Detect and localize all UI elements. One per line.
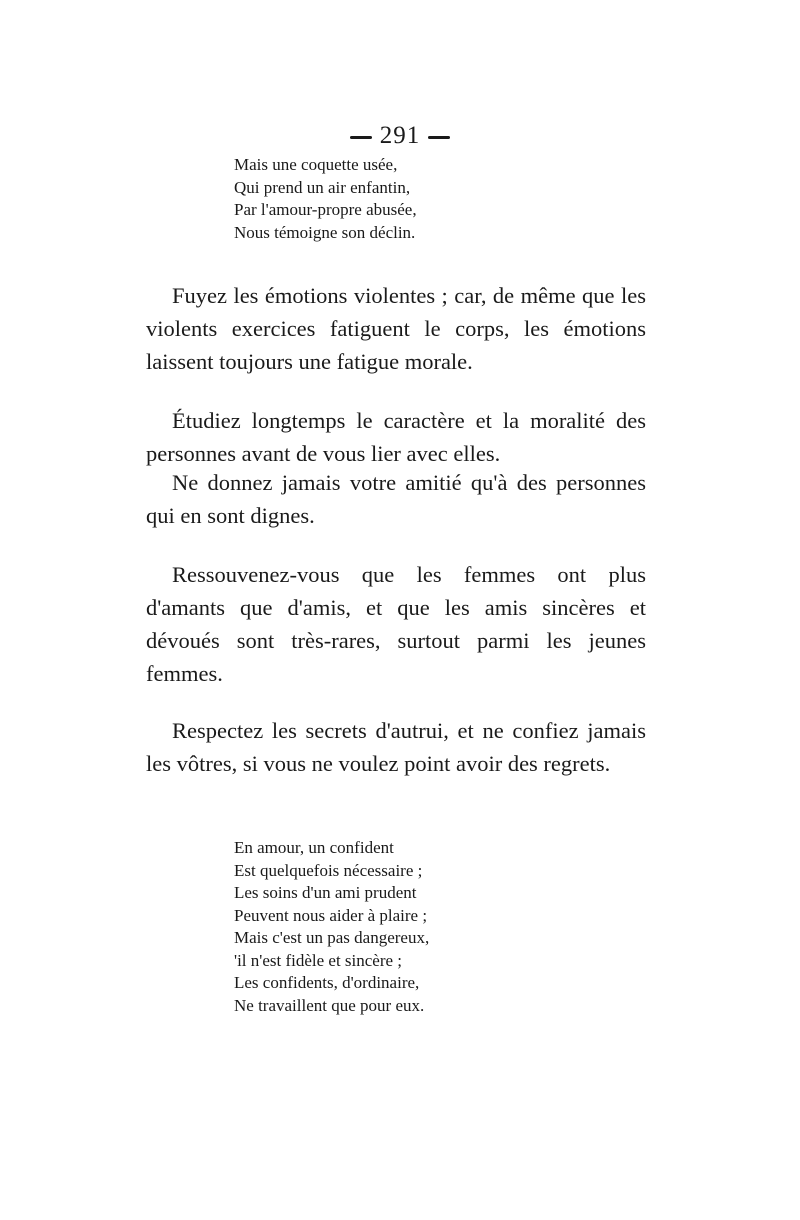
page-number-header: [0, 122, 800, 150]
paragraph-text: Ressouvenez-vous que les femmes ont plus d'amants que d'amis, et que les amis sincères et dévoués sont très-rares, surtout parmi les jeunes femmes.: [146, 562, 646, 686]
paragraph-text: Étudiez longtemps le caractère et la moralité des personnes avant de vous lier avec elles.: [146, 408, 646, 466]
paragraph-text: Ne donnez jamais votre amitié qu'à des personnes qui en sont dignes.: [146, 470, 646, 528]
verse-line: Mais c'est un pas dangereux,: [234, 928, 430, 947]
right-dash-ornament: [428, 136, 450, 139]
verse-line: Les confidents, d'ordinaire,: [234, 973, 420, 992]
verse-line: Peuvent nous aider à plaire ;: [234, 905, 428, 925]
paragraph-text: Respectez les secrets d'autrui, et ne confiez jamais les vôtres, si vous ne voulez point avoir des regrets.: [146, 718, 646, 776]
page-number: 291: [379, 122, 421, 149]
paragraph-character: [146, 404, 646, 470]
verse-line: En amour, un confident: [234, 838, 394, 857]
verse-line: Les soins d'un ami prudent: [234, 883, 417, 902]
verse-line: Nous témoigne son déclin.: [234, 222, 416, 242]
verse-stanza-bottom: [234, 837, 429, 1017]
verse-line: 'il n'est fidèle et sincère ;: [234, 950, 403, 970]
verse-stanza-top: [234, 154, 417, 244]
verse-line: Ne travaillent que pour eux.: [234, 995, 425, 1015]
paragraph-text: Fuyez les émotions violentes ; car, de même que les violents exercices fatiguent le corps, les émotions laissent toujours une fatigue morale.: [146, 283, 646, 374]
left-dash-ornament: [350, 136, 372, 139]
verse-line: Est quelquefois nécessaire ;: [234, 860, 423, 880]
paragraph-secrets: [146, 714, 646, 780]
paragraph-friendship: [146, 466, 646, 532]
verse-line: Qui prend un air enfantin,: [234, 177, 411, 197]
verse-line: Par l'amour-propre abusée,: [234, 200, 417, 219]
paragraph-remember: [146, 558, 646, 690]
paragraph-emotions: [146, 279, 646, 378]
verse-line: Mais une coquette usée,: [234, 155, 398, 174]
